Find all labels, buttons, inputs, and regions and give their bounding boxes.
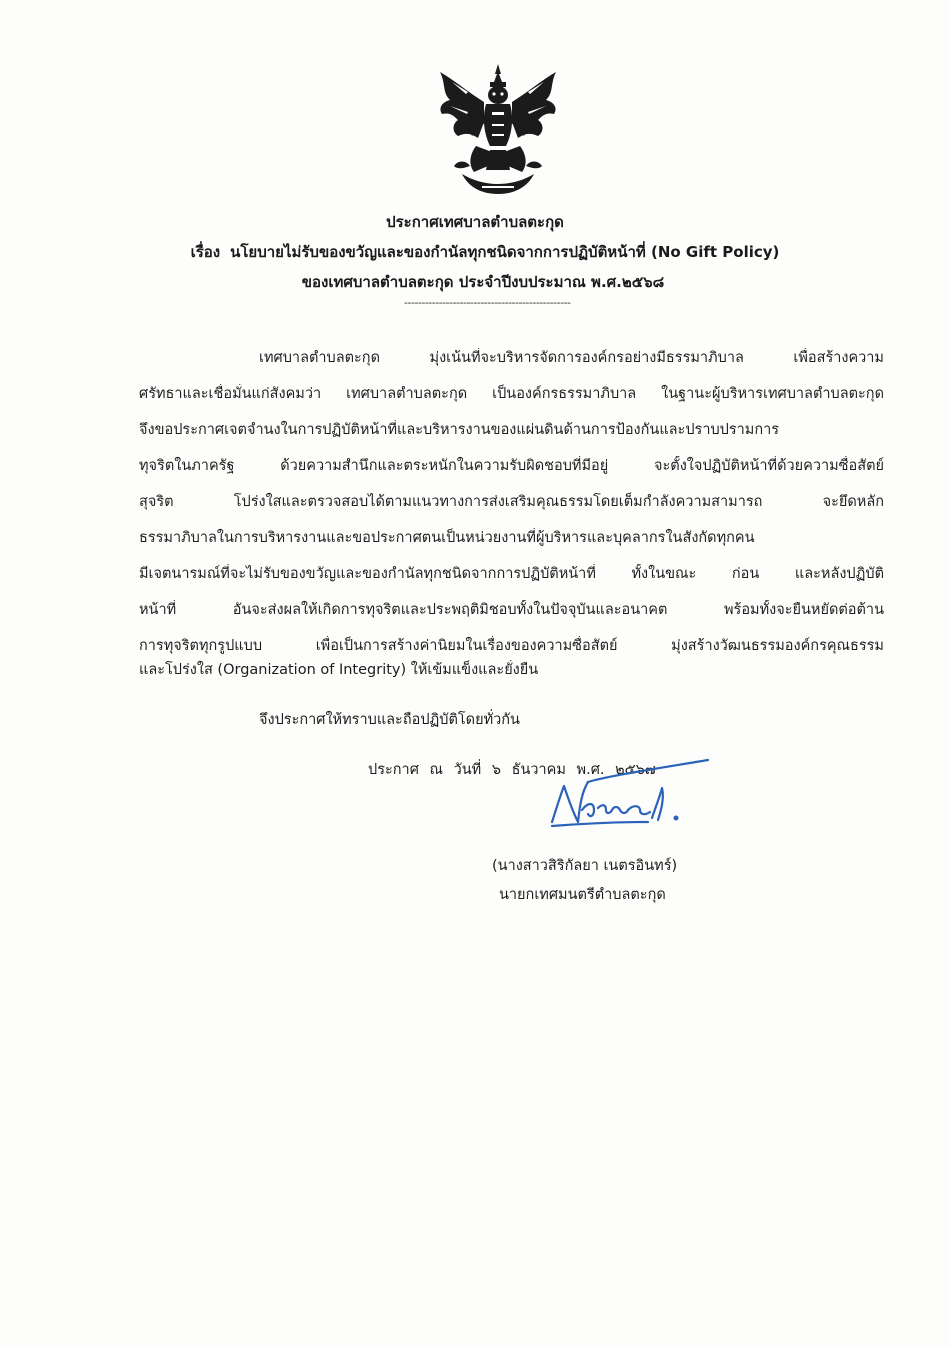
body-line: จึงขอประกาศเจตจำนงในการปฏิบัติหน้าที่และบริหารงานของแผ่นดินด้านการป้องกันและปราบปรามการ — [139, 422, 780, 438]
announcement-title: ประกาศเทศบาลตำบลตะกุด — [386, 213, 564, 231]
signer-title: นายกเทศมนตรีตำบลตะกุด — [499, 887, 666, 903]
garuda-emblem-icon — [432, 62, 564, 196]
body-line: ศรัทธาและเชื่อมั่นแก่สังคมว่า เทศบาลตำบลตะกุด เป็นองค์กรธรรมาภิบาล ในฐานะผู้บริหารเทศบาลตำบลตะกุด — [139, 386, 884, 402]
body-line: ทุจริตในภาครัฐ ด้วยความสำนึกและตระหนักในความรับผิดชอบที่มีอยู่ จะตั้งใจปฏิบัติหน้าที่ด้วยความซื่อสัตย์ — [139, 458, 884, 474]
body-line: มีเจตนารมณ์ที่จะไม่รับของขวัญและของกำนัลทุกชนิดจากการปฏิบัติหน้าที่ ทั้งในขณะ ก่อน และหลังปฏิบัติ — [139, 566, 884, 582]
announcement-subject — [10, 240, 950, 264]
subject-label: เรื่อง — [190, 243, 221, 261]
body-line: และโปร่งใส (Organization of Integrity) ให้เข้มแข็งและยั่งยืน — [139, 662, 539, 678]
body-line: เทศบาลตำบลตะกุด มุ่งเน้นที่จะบริหารจัดการองค์กรอย่างมีธรรมาภิบาล เพื่อสร้างความ — [259, 350, 884, 366]
body-line: หน้าที่ อันจะส่งผลให้เกิดการทุจริตและประพฤติมิชอบทั้งในปัจจุบันและอนาคต พร้อมทั้งจะยืนหยัดต่อต้าน — [139, 602, 884, 618]
body-line: ธรรมาภิบาลในการบริหารงานและขอประกาศตนเป็นหน่วยงานที่ผู้บริหารและบุคลากรในสังกัดทุกคน — [139, 530, 755, 546]
body-line: การทุจริตทุกรูปแบบ เพื่อเป็นการสร้างค่านิยมในเรื่องของความซื่อสัตย์ มุ่งสร้างวัฒนธรรมองค์กรคุณธรรม — [139, 638, 884, 654]
closing-statement: จึงประกาศให้ทราบและถือปฏิบัติโดยทั่วกัน — [259, 712, 520, 728]
signer-name: (นางสาวสิริกัลยา เนตรอินทร์) — [492, 858, 678, 874]
body-line: สุจริต โปร่งใสและตรวจสอบได้ตามแนวทางการส่งเสริมคุณธรรมโดยเต็มกำลังความสามารถ จะยึดหลัก — [139, 494, 884, 510]
announcement-date: ประกาศ ณ วันที่ ๖ ธันวาคม พ.ศ. ๒๕๖๗ — [368, 762, 656, 778]
subject-text: นโยบายไม่รับของขวัญและของกำนัลทุกชนิดจากการปฏิบัติหน้าที่ (No Gift Policy) — [230, 243, 780, 261]
signature-icon — [548, 752, 728, 844]
announcement-subject-line2: ของเทศบาลตำบลตะกุด ประจำปีงบประมาณ พ.ศ.๒๕๖๘ — [301, 273, 665, 291]
title-divider: ------------------------------------------------ — [404, 296, 571, 309]
